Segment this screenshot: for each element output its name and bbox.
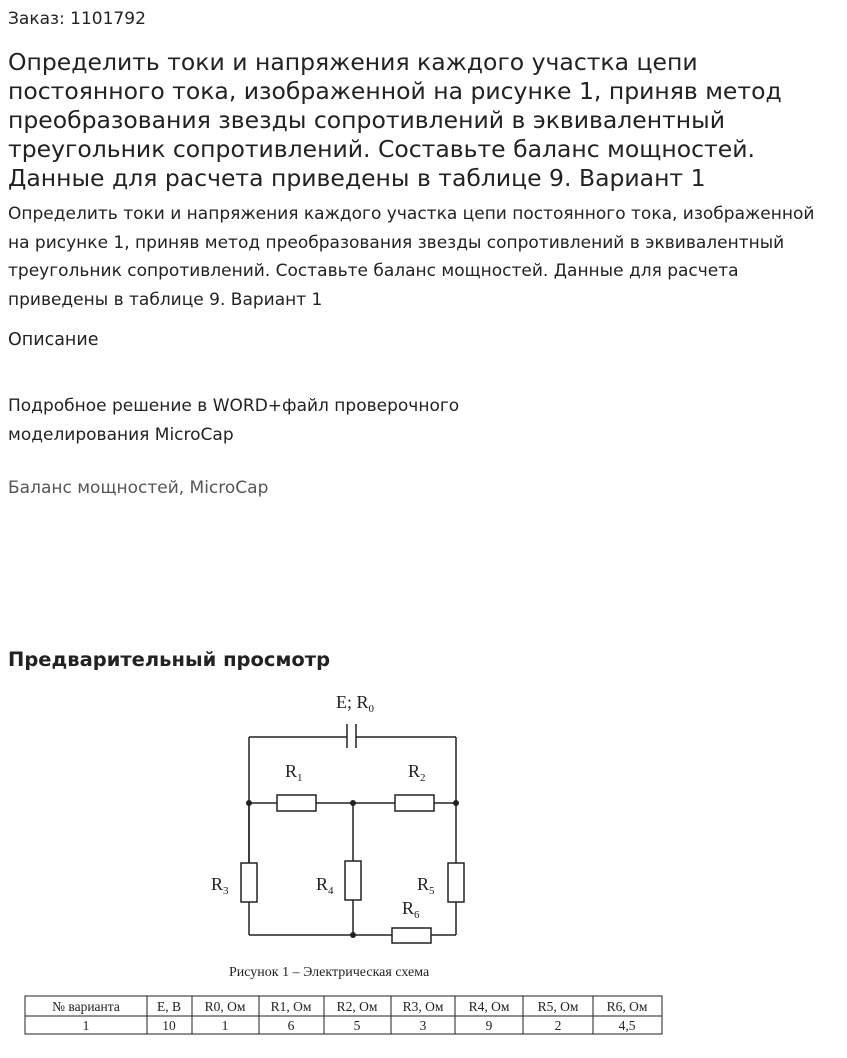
resistor-r5 bbox=[448, 863, 464, 902]
resistor-r1 bbox=[277, 795, 316, 811]
label-r4: $R_4$ bbox=[316, 874, 334, 897]
table-header-cell: R5, Ом bbox=[537, 999, 579, 1014]
junction-dot bbox=[350, 932, 356, 938]
table-header-cell: R2, Ом bbox=[336, 999, 378, 1014]
table-cell: 3 bbox=[419, 1018, 427, 1033]
junction-dot bbox=[350, 800, 356, 806]
label-r3: $R_3$ bbox=[211, 874, 229, 897]
table-header-cell: E, B bbox=[156, 999, 182, 1014]
order-number: Заказ: 1101792 bbox=[8, 9, 146, 29]
tags: Баланс мощностей, MicroCap bbox=[8, 478, 269, 498]
circuit-preview-figure bbox=[0, 680, 847, 1058]
table-cell: 1 bbox=[82, 1018, 90, 1033]
figure-caption: Рисунок 1 – Электрическая схема bbox=[229, 965, 430, 980]
label-r2: $R_2$ bbox=[408, 761, 426, 784]
table-header-cell: R1, Ом bbox=[270, 999, 312, 1014]
page-title: Определить токи и напряжения каждого участка цепи постоянного тока, изображенной на рисунке 1, приняв метод преобразования звезды сопротивлений в эквивалентный треугольник сопротивлений. Составьте баланс мощностей. Данные для расчета приведены в таблице 9. Вариант 1 bbox=[8, 48, 782, 192]
preview-heading: Предварительный просмотр bbox=[8, 648, 331, 671]
resistor-r3 bbox=[241, 863, 257, 902]
resistor-r6 bbox=[392, 928, 431, 943]
table-header-cell: R0, Ом bbox=[204, 999, 246, 1014]
table-cell: 5 bbox=[353, 1018, 361, 1033]
table-cell: 9 bbox=[485, 1018, 493, 1033]
table-cell: 2 bbox=[554, 1018, 562, 1033]
source-label: E; $R_0$ bbox=[336, 692, 375, 715]
label-r1: $R_1$ bbox=[285, 761, 303, 784]
table-cell: 1 bbox=[221, 1018, 229, 1033]
table-cell: 6 bbox=[287, 1018, 295, 1033]
junction-dot bbox=[453, 800, 459, 806]
task-summary: Определить токи и напряжения каждого участка цепи постоянного тока, изображенной на рисунке 1, приняв метод преобразования звезды сопротивлений в эквивалентный треугольник сопротивлений. Составьте баланс мощностей. Данные для расчета приведены в таблице 9. Вариант 1 bbox=[8, 204, 815, 310]
resistor-r2 bbox=[395, 795, 434, 811]
table-cell: 10 bbox=[162, 1018, 176, 1033]
junction-dot bbox=[246, 800, 252, 806]
table-header-cell: R4, Ом bbox=[468, 999, 510, 1014]
resistor-r4 bbox=[345, 861, 361, 900]
label-r6: $R_6$ bbox=[402, 898, 420, 921]
description-body: Подробное решение в WORD+файл проверочного моделирования MicroCap bbox=[8, 396, 460, 445]
table-header-cell: № варианта bbox=[52, 999, 120, 1014]
table-header-cell: R3, Ом bbox=[402, 999, 444, 1014]
label-r5: $R_5$ bbox=[417, 874, 435, 897]
description-heading: Описание bbox=[8, 330, 99, 350]
table-header-cell: R6, Ом bbox=[606, 999, 648, 1014]
table-cell: 4,5 bbox=[618, 1018, 636, 1033]
